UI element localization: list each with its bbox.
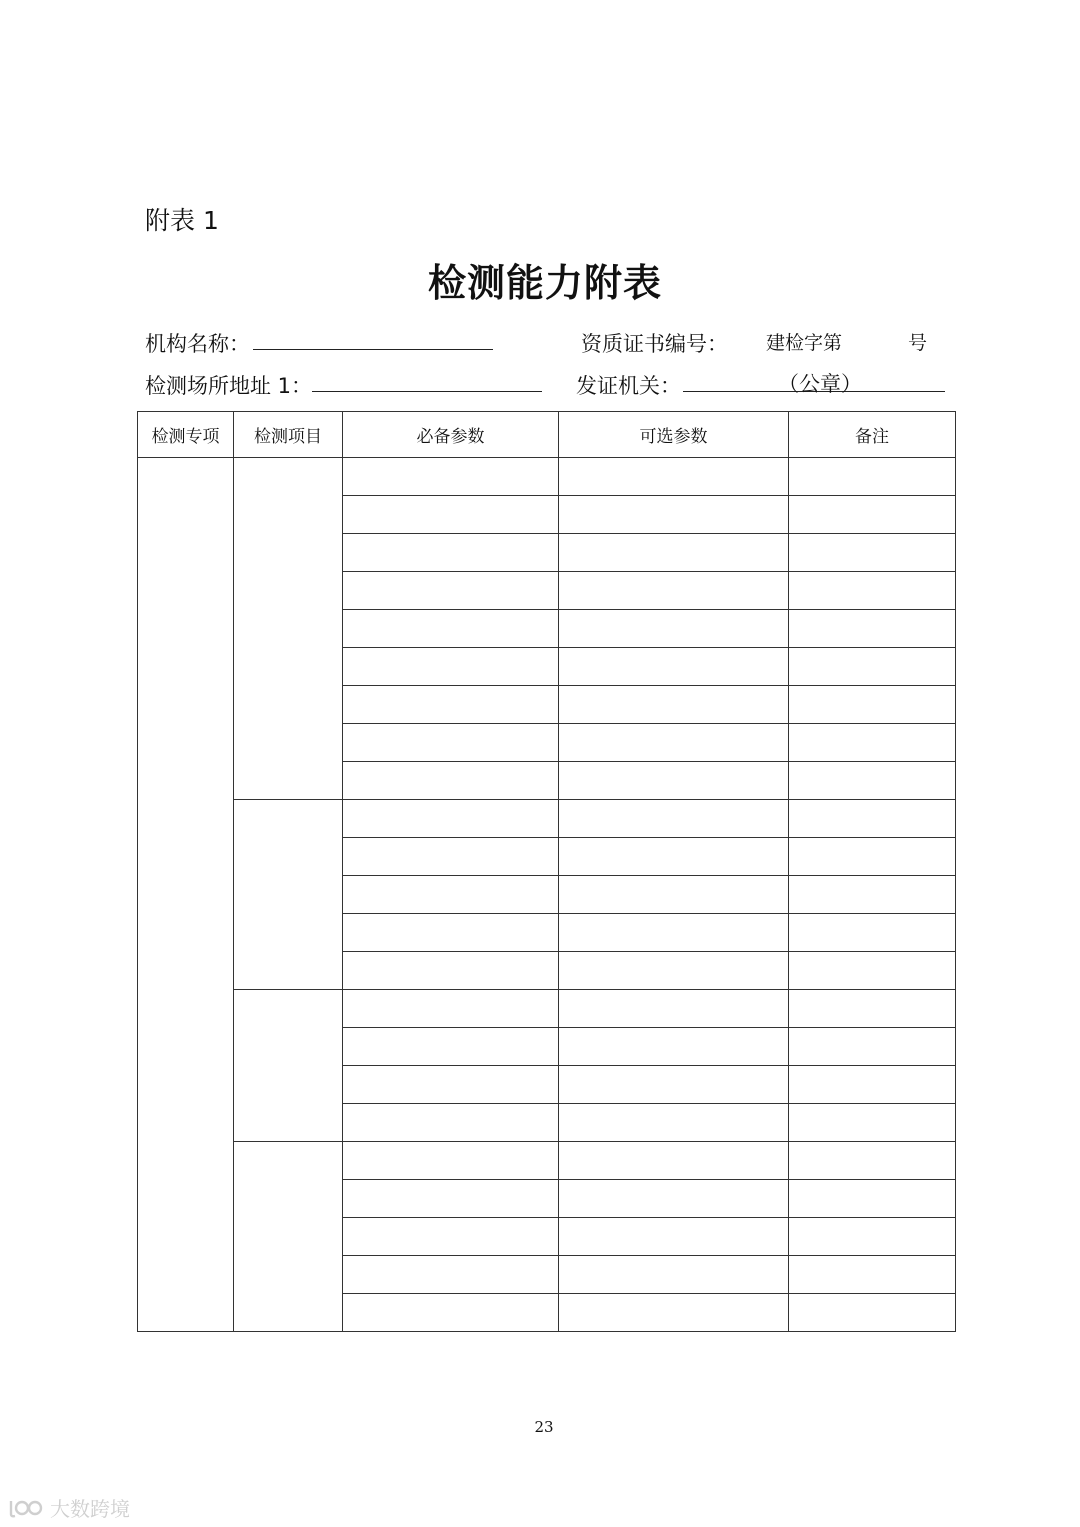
required-param-cell	[343, 458, 559, 496]
required-param-cell	[343, 876, 559, 914]
required-param-cell	[343, 1066, 559, 1104]
header-required-params: 必备参数	[343, 412, 559, 458]
optional-param-cell	[559, 876, 789, 914]
remarks-cell	[789, 1142, 956, 1180]
test-item-cell	[234, 990, 343, 1142]
optional-param-cell	[559, 914, 789, 952]
remarks-cell	[789, 1294, 956, 1332]
required-param-cell	[343, 534, 559, 572]
watermark-text: 大数跨境	[50, 1497, 130, 1521]
optional-param-cell	[559, 534, 789, 572]
watermark-logo-icon	[8, 1497, 46, 1519]
test-item-cell	[234, 458, 343, 800]
optional-param-cell	[559, 990, 789, 1028]
required-param-cell	[343, 648, 559, 686]
remarks-cell	[789, 762, 956, 800]
remarks-cell	[789, 572, 956, 610]
header-remarks: 备注	[789, 412, 956, 458]
test-item-cell	[234, 1142, 343, 1332]
remarks-cell	[789, 1180, 956, 1218]
required-param-cell	[343, 1180, 559, 1218]
required-param-cell	[343, 724, 559, 762]
required-param-cell	[343, 762, 559, 800]
required-param-cell	[343, 914, 559, 952]
optional-param-cell	[559, 1180, 789, 1218]
required-param-cell	[343, 1028, 559, 1066]
cert-no-label: 资质证书编号：	[581, 332, 728, 356]
remarks-cell	[789, 458, 956, 496]
required-param-cell	[343, 610, 559, 648]
org-name-label: 机构名称：	[145, 332, 250, 356]
table-body	[138, 458, 956, 1332]
remarks-cell	[789, 1066, 956, 1104]
required-param-cell	[343, 1104, 559, 1142]
site-address-line	[312, 391, 542, 392]
required-param-cell	[343, 800, 559, 838]
remarks-cell	[789, 876, 956, 914]
page-number: 23	[534, 1418, 554, 1436]
org-name-line	[253, 349, 493, 350]
required-param-cell	[343, 686, 559, 724]
required-param-cell	[343, 952, 559, 990]
optional-param-cell	[559, 724, 789, 762]
issuer-label: 发证机关：	[576, 374, 681, 398]
remarks-cell	[789, 534, 956, 572]
required-param-cell	[343, 496, 559, 534]
remarks-cell	[789, 800, 956, 838]
optional-param-cell	[559, 1294, 789, 1332]
remarks-cell	[789, 1218, 956, 1256]
cert-no-suffix: 号	[908, 332, 928, 354]
remarks-cell	[789, 1256, 956, 1294]
table-header-row	[138, 412, 956, 458]
required-param-cell	[343, 1256, 559, 1294]
remarks-cell	[789, 914, 956, 952]
remarks-cell	[789, 724, 956, 762]
optional-param-cell	[559, 1066, 789, 1104]
remarks-cell	[789, 686, 956, 724]
test-item-cell	[234, 800, 343, 990]
issuer-seal: （公章）	[778, 372, 862, 396]
optional-param-cell	[559, 1104, 789, 1142]
optional-param-cell	[559, 572, 789, 610]
header-optional-params: 可选参数	[559, 412, 789, 458]
remarks-cell	[789, 1028, 956, 1066]
optional-param-cell	[559, 800, 789, 838]
optional-param-cell	[559, 1142, 789, 1180]
remarks-cell	[789, 952, 956, 990]
optional-param-cell	[559, 952, 789, 990]
optional-param-cell	[559, 648, 789, 686]
special-item-cell	[138, 458, 234, 1332]
cert-no-prefix: 建检字第	[766, 332, 843, 354]
header-special-item: 检测专项	[138, 412, 234, 458]
optional-param-cell	[559, 496, 789, 534]
header-test-item: 检测项目	[234, 412, 343, 458]
optional-param-cell	[559, 1256, 789, 1294]
table-row	[138, 990, 956, 1028]
site-address-label: 检测场所地址 1：	[145, 374, 313, 398]
document-title: 检测能力附表	[427, 260, 662, 305]
remarks-cell	[789, 648, 956, 686]
optional-param-cell	[559, 610, 789, 648]
required-param-cell	[343, 1218, 559, 1256]
remarks-cell	[789, 496, 956, 534]
table-row	[138, 458, 956, 496]
remarks-cell	[789, 990, 956, 1028]
required-param-cell	[343, 572, 559, 610]
optional-param-cell	[559, 1028, 789, 1066]
required-param-cell	[343, 838, 559, 876]
remarks-cell	[789, 838, 956, 876]
remarks-cell	[789, 1104, 956, 1142]
watermark	[8, 1493, 130, 1522]
attachment-label: 附表 1	[145, 206, 219, 235]
required-param-cell	[343, 1142, 559, 1180]
capability-table	[137, 411, 956, 1332]
optional-param-cell	[559, 458, 789, 496]
required-param-cell	[343, 1294, 559, 1332]
optional-param-cell	[559, 838, 789, 876]
table-row	[138, 1142, 956, 1180]
table-row	[138, 800, 956, 838]
remarks-cell	[789, 610, 956, 648]
required-param-cell	[343, 990, 559, 1028]
optional-param-cell	[559, 1218, 789, 1256]
optional-param-cell	[559, 762, 789, 800]
optional-param-cell	[559, 686, 789, 724]
